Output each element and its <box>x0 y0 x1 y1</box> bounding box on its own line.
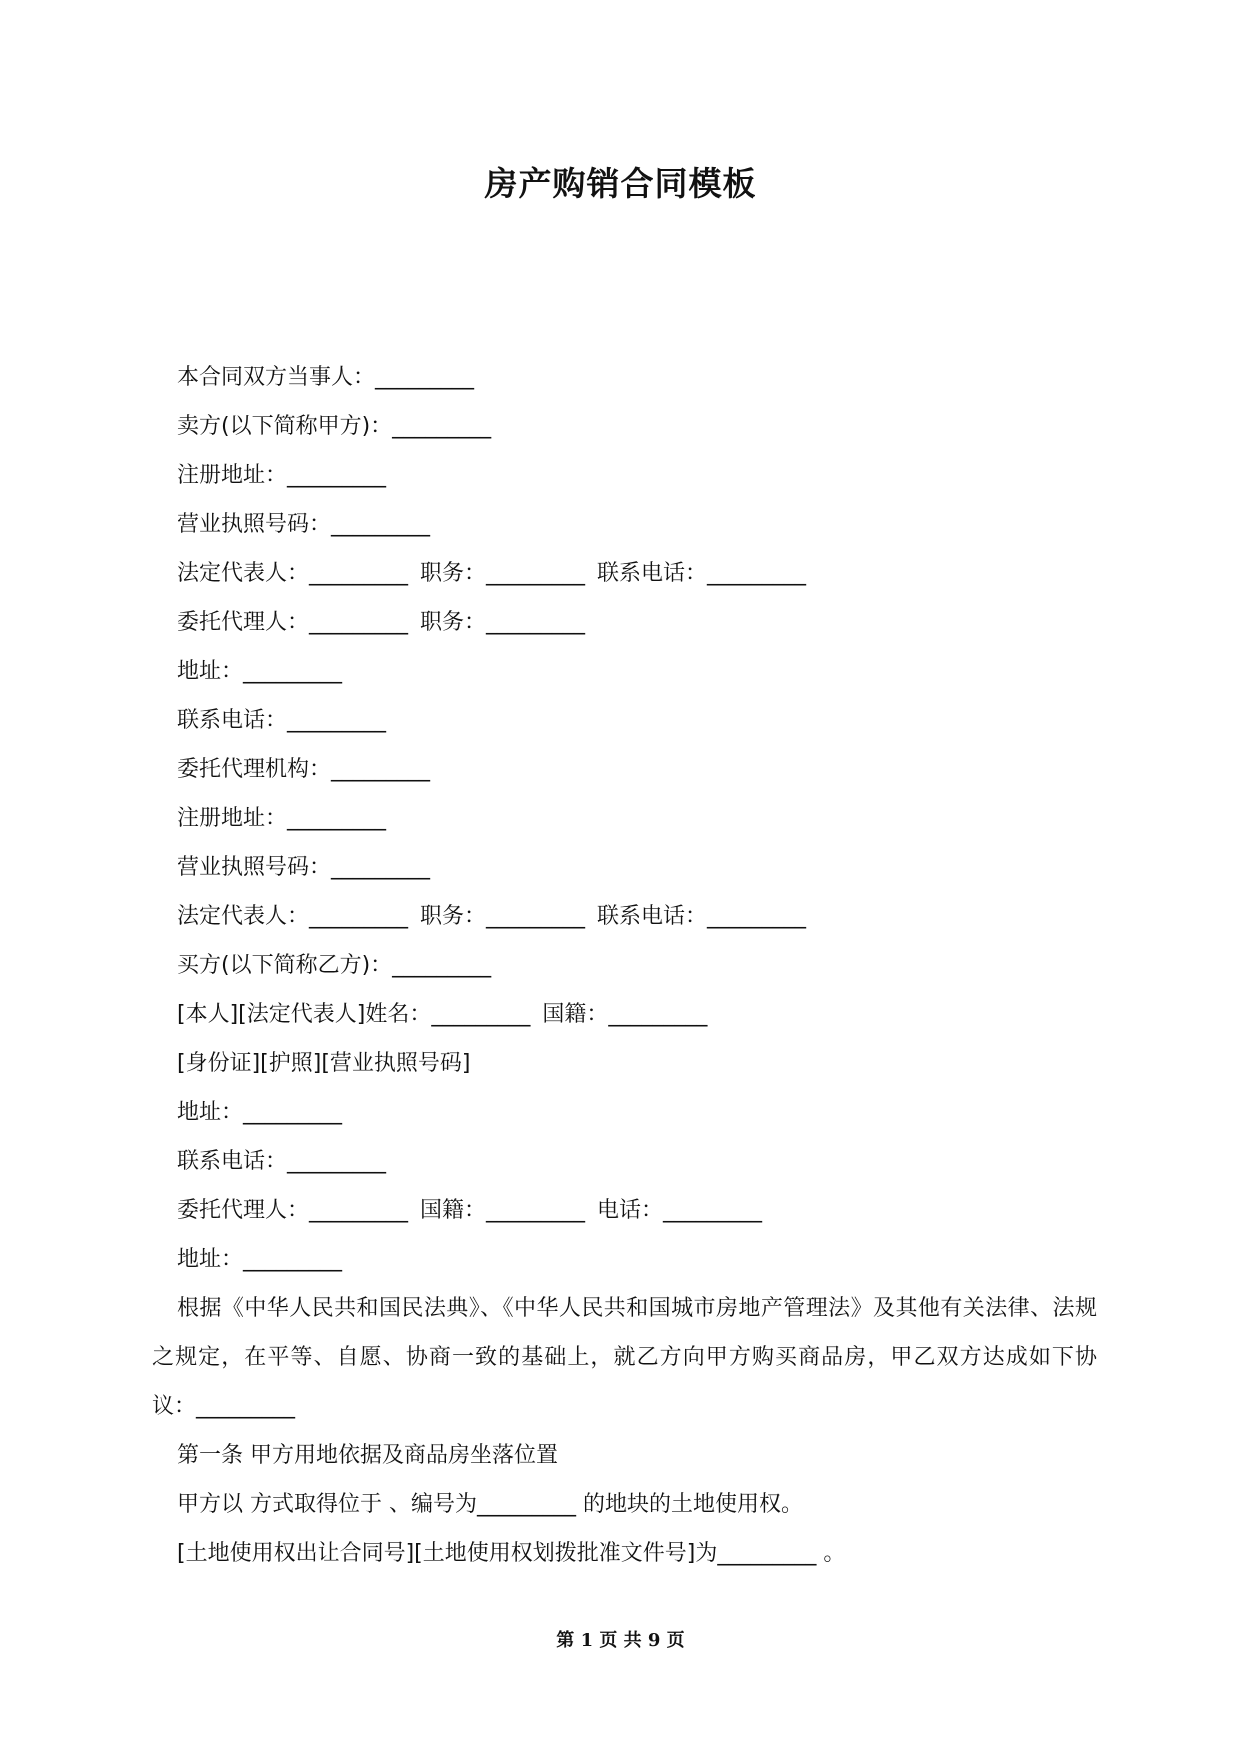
info-field: 委托代理机构：_________ <box>177 757 431 782</box>
info-line <box>152 843 1097 892</box>
info-line <box>152 1039 1097 1088</box>
info-line <box>152 990 1097 1039</box>
info-line <box>152 500 1097 549</box>
info-field: 地址：_________ <box>177 1247 343 1272</box>
info-line <box>152 1137 1097 1186</box>
info-field: 国籍：_________ <box>420 1198 586 1223</box>
info-line <box>152 941 1097 990</box>
info-field: 地址：_________ <box>177 659 343 684</box>
info-line <box>152 549 1097 598</box>
info-field: 注册地址：_________ <box>177 463 387 488</box>
article-1-heading: 第一条 甲方用地依据及商品房坐落位置 <box>177 1443 558 1468</box>
preamble-paragraph: 根据《中华人民共和国民法典》、《中华人民共和国城市房地产管理法》及其他有关法律、法规之规定，在平等、自愿、协商一致的基础上，就乙方向甲方购买商品房，甲乙双方达成如下协议：_________ <box>152 1296 1097 1419</box>
info-field: 联系电话：_________ <box>177 1149 387 1174</box>
info-line <box>152 696 1097 745</box>
page-footer: 第 1 页 共 9 页 <box>556 1630 685 1651</box>
info-field: 营业执照号码：_________ <box>177 512 431 537</box>
info-field: 法定代表人：_________ <box>177 561 409 586</box>
info-field: 地址：_________ <box>177 1100 343 1125</box>
info-line <box>152 892 1097 941</box>
info-field: 营业执照号码：_________ <box>177 855 431 880</box>
info-field: 本合同双方当事人：_________ <box>177 365 475 390</box>
party-info-list <box>152 353 1097 1284</box>
info-field: 买方(以下简称乙方)：_________ <box>177 953 492 978</box>
info-line <box>152 451 1097 500</box>
info-field: [本人][法定代表人]姓名：_________ <box>177 1002 531 1027</box>
info-line <box>152 402 1097 451</box>
info-field: 国籍：_________ <box>542 1002 708 1027</box>
info-field: 联系电话：_________ <box>597 561 807 586</box>
info-line <box>152 794 1097 843</box>
info-field: 职务：_________ <box>420 561 586 586</box>
info-field: [身份证][护照][营业执照号码] <box>177 1051 471 1076</box>
info-line <box>152 647 1097 696</box>
info-field: 联系电话：_________ <box>177 708 387 733</box>
info-field: 注册地址：_________ <box>177 806 387 831</box>
info-line <box>152 598 1097 647</box>
info-field: 卖方(以下简称甲方)：_________ <box>177 414 492 439</box>
info-field: 委托代理人：_________ <box>177 1198 409 1223</box>
contract-body <box>152 353 1097 1578</box>
document-title: 房产购销合同模板 <box>484 164 757 203</box>
info-field: 委托代理人：_________ <box>177 610 409 635</box>
info-line <box>152 1088 1097 1137</box>
info-line <box>152 353 1097 402</box>
info-field: 电话：_________ <box>597 1198 763 1223</box>
article-1-line-2: [土地使用权出让合同号][土地使用权划拨批准文件号]为_________ 。 <box>177 1541 846 1566</box>
info-line <box>152 1186 1097 1235</box>
info-field: 联系电话：_________ <box>597 904 807 929</box>
info-field: 法定代表人：_________ <box>177 904 409 929</box>
info-line <box>152 745 1097 794</box>
info-line <box>152 1235 1097 1284</box>
info-field: 职务：_________ <box>420 904 586 929</box>
article-1-line-1: 甲方以 方式取得位于 、编号为_________ 的地块的土地使用权。 <box>177 1492 803 1517</box>
info-field: 职务：_________ <box>420 610 586 635</box>
